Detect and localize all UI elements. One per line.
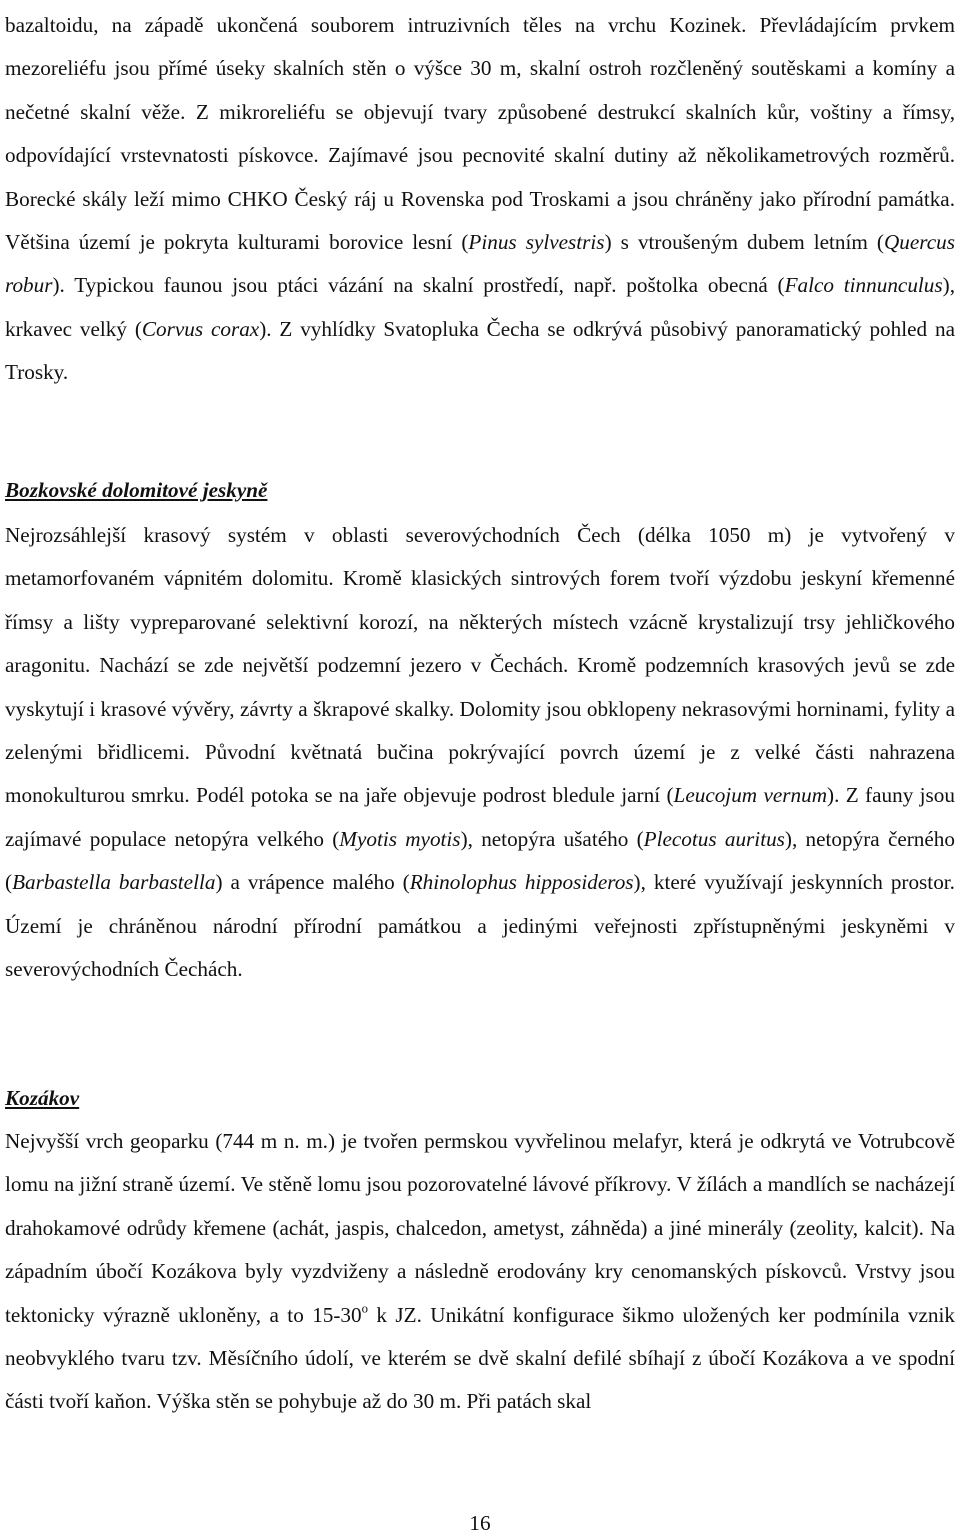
paragraph-borecke-skaly: bazaltoidu, na západě ukončená souborem intruzivních těles na vrchu Kozinek. Převládajícím prvkem mezoreliéfu jsou přímé úseky skalních stěn o výšce 30 m, skalní ostroh rozčleněný soutěskami a komíny a nečetné skalní věže. Z mikroreliéfu se objevují tvary způsobené destrukcí skalních kůr, voštiny a římsy, odpovídající vrstevnatosti pískovce. Zajímavé jsou pecnovité skalní dutiny až několikametrových rozměrů. Borecké skály leží mimo CHKO Český ráj u Rovenska pod Troskami a jsou chráněny jako přírodní památka. Většina území je pokryta kulturami borovice lesní (Pinus sylvestris) s vtroušeným dubem letním (Quercus robur). Typickou faunou jsou ptáci vázání na skalní prostředí, např. poštolka obecná (Falco tinnunculus), krkavec velký (Corvus corax). Z vyhlídky Svatopluka Čecha se odkrývá působivý panoramatický pohled na Trosky.: [5, 13, 955, 385]
paragraph-kozakov: Nejvyšší vrch geoparku (744 m n. m.) je tvořen permskou vyvřelinou melafyr, která je odkrytá ve Votrubcově lomu na jižní straně území. Ve stěně lomu jsou pozorovatelné lávové příkrovy. V žílách a mandlích se nacházejí drahokamové odrůdy křemene (achát, jaspis, chalcedon, ametyst, záhněda) a jiné minerály (zeolity, kalcit). Na západním úbočí Kozákova byly vyzdviženy a následně erodovány kry cenomanských pískovců. Vrstvy jsou tektonicky výrazně ukloněny, a to 15-30$^o$ k JZ. Unikátní konfigurace šikmo uložených ker podmínila vznik neobvyklého tvaru tzv. Měsíčního údolí, ve kterém se dvě skalní defilé sbíhají z úbočí Kozákova a ve spodní části tvoří kaňon. Výška stěn se pohybuje až do 30 m. Při patách skal: [5, 1129, 955, 1414]
section-heading-bozkovske-jeskyne: Bozkovské dolomitové jeskyně: [5, 478, 268, 502]
paragraph-bozkovske-jeskyne: Nejrozsáhlejší krasový systém v oblasti severovýchodních Čech (délka 1050 m) je vytvořený v metamorfovaném vápnitém dolomitu. Kromě klasických sintrových forem tvoří výzdobu jeskyní křemenné římsy a lišty vypreparované selektivní korozí, na některých místech vzácně krystalizují trsy jehličkového aragonitu. Nachází se zde největší podzemní jezero v Čechách. Kromě podzemních krasových jevů se zde vyskytují i krasové vývěry, závrty a škrapové skalky. Dolomity jsou obklopeny nekrasovými horninami, fylity a zelenými břidlicemi. Původní květnatá bučina pokrývající povrch území je z velké části nahrazena monokulturou smrku. Podél potoka se na jaře objevuje podrost bledule jarní (Leucojum vernum). Z fauny jsou zajímavé populace netopýra velkého (Myotis myotis), netopýra ušatého (Plecotus auritus), netopýra černého (Barbastella barbastella) a vrápence malého (Rhinolophus hipposideros), které využívají jeskynních prostor. Území je chráněnou národní přírodní památkou a jedinými veřejnosti zpřístupněnými jeskyněmi v severovýchodních Čechách.: [5, 523, 955, 982]
page-number: 16: [469, 1511, 491, 1535]
section-heading-kozakov: Kozákov: [5, 1086, 80, 1110]
